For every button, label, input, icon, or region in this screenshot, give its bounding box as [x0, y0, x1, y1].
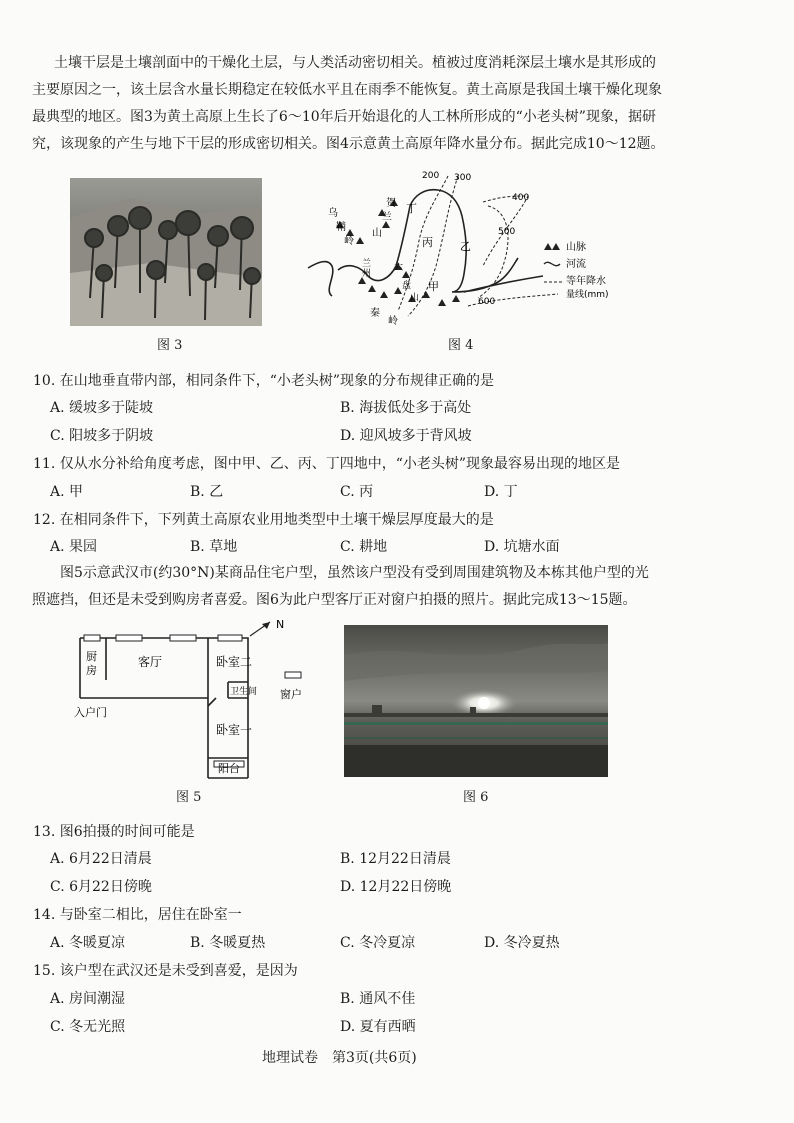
q15-option-d: D. 夏有西晒 [340, 1019, 416, 1035]
q13-option-a: A. 6月22日清晨 [50, 851, 152, 867]
place-liu: 六 [394, 263, 404, 273]
isoline-label-300: 300 [454, 173, 472, 183]
q13-option-d: D. 12月22日傍晚 [340, 879, 452, 895]
q14-option-c: C. 冬冷夏凉 [340, 935, 416, 951]
place-lan: 兰 [382, 212, 392, 223]
figure-3-photo [70, 178, 262, 326]
q11-option-c: C. 丙 [340, 484, 374, 500]
isoline-label-500: 500 [498, 227, 516, 237]
room-entry: 入户门 [74, 706, 107, 719]
room-kitchen-2: 房 [86, 664, 97, 677]
room-kitchen-1: 厨 [86, 650, 97, 663]
q12-option-b: B. 草地 [190, 539, 238, 555]
q10-option-d: D. 迎风坡多于背风坡 [340, 428, 472, 444]
question-10-stem: 10. 在山地垂直带内部，相同条件下，“小老头树”现象的分布规律正确的是 [33, 373, 495, 389]
q14-option-d: D. 冬冷夏热 [484, 935, 560, 951]
q15-option-b: B. 通风不佳 [340, 991, 416, 1007]
legend-mountain: 山脉 [566, 242, 586, 253]
place-jia: 甲 [428, 280, 439, 293]
legend-river: 河流 [566, 259, 586, 270]
figure-4-caption: 图 4 [448, 338, 474, 353]
legend-isoline-1: 等年降水 [566, 276, 606, 287]
q15-option-c: C. 冬无光照 [50, 1019, 126, 1035]
q14-option-b: B. 冬暖夏热 [190, 935, 266, 951]
isoline-label-200: 200 [422, 171, 440, 181]
map-legend [544, 240, 609, 300]
place-wu: 乌 [328, 208, 338, 219]
intro-paragraph-2 [32, 560, 742, 614]
q12-option-d: D. 坑塘水面 [484, 539, 560, 555]
q10-option-a: A. 缓坡多于陡坡 [50, 400, 154, 416]
isoline-label-400: 400 [512, 193, 530, 203]
q10-option-c: C. 阳坡多于阴坡 [50, 428, 154, 444]
figure-4-map [298, 166, 628, 328]
q15-option-a: A. 房间潮湿 [50, 991, 126, 1007]
room-bedroom-2: 卧室二 [216, 655, 253, 669]
intro1-line-4: 究，该现象的产生与地下干层的形成密切相关。图4示意黄土高原年降水量分布。据此完成10～12题。 [32, 136, 665, 152]
question-12-stem: 12. 在相同条件下，下列黄土高原农业用地类型中土壤干燥层厚度最大的是 [33, 512, 494, 528]
place-pan: 盘 [402, 281, 412, 291]
intro1-line-3: 最典型的地区。图3为黄土高原上生长了6～10年后开始退化的人工林所形成的“小老头树”现象，据研 [32, 109, 656, 125]
north-label: N [276, 618, 285, 631]
place-shan: 山 [372, 228, 382, 239]
intro1-line-1: 土壤干层是土壤剖面中的干燥化土层，与人类活动密切相关。植被过度消耗深层土壤水是其形成的 [54, 55, 656, 71]
room-bedroom-1: 卧室一 [216, 723, 253, 737]
isoline-label-600: 600 [478, 297, 496, 307]
legend-isoline-2: 量线(mm) [566, 290, 609, 300]
place-qiao: 鞘 [336, 222, 346, 233]
figure-6-photo [344, 625, 608, 777]
intro-paragraph-1 [32, 50, 742, 158]
place-ling2: 岭 [388, 316, 398, 327]
place-yi: 乙 [460, 240, 471, 253]
place-lanzhou-2: 州 [362, 269, 372, 279]
q11-option-d: D. 丁 [484, 484, 518, 500]
question-14-stem: 14. 与卧室二相比，居住在卧室一 [33, 907, 242, 923]
q12-option-a: A. 果园 [50, 539, 98, 555]
place-shan2: 山 [410, 293, 420, 303]
figure-3-caption: 图 3 [157, 338, 183, 353]
place-qin: 秦 [370, 308, 380, 319]
q10-option-b: B. 海拔低处多于高处 [340, 400, 472, 416]
q12-option-c: C. 耕地 [340, 539, 388, 555]
figure-6-caption: 图 6 [463, 790, 489, 805]
intro2-line-1: 图5示意武汉市(约30°N)某商品住宅户型，虽然该户型没有受到周围建筑物及本栋其他户型的光 [60, 565, 649, 581]
legend-window: 窗户 [280, 688, 302, 701]
room-bathroom: 卫生间 [230, 687, 258, 697]
room-living: 客厅 [138, 655, 163, 669]
intro1-line-2: 主要原因之一，该土层含水量长期稳定在较低水平且在雨季不能恢复。黄土高原是我国土壤干燥化现象 [32, 82, 662, 98]
q14-option-a: A. 冬暖夏凉 [50, 935, 126, 951]
figure-5-caption: 图 5 [176, 790, 202, 805]
place-lanzhou-1: 兰 [362, 259, 372, 269]
intro2-line-2: 照遮挡，但还是未受到购房者喜爱。图6为此户型客厅正对窗户拍摄的照片。据此完成13～15题。 [32, 592, 637, 608]
place-ling: 岭 [344, 236, 354, 247]
page-footer: 地理试卷 第3页(共6页) [262, 1050, 417, 1066]
place-ding: 丁 [406, 202, 417, 215]
q13-option-b: B. 12月22日清晨 [340, 851, 451, 867]
place-bing: 丙 [422, 236, 433, 249]
q11-option-b: B. 乙 [190, 484, 224, 500]
question-13-stem: 13. 图6拍摄的时间可能是 [33, 824, 195, 840]
figure-5-floorplan [66, 616, 316, 782]
room-balcony: 阳台 [218, 762, 240, 775]
q11-option-a: A. 甲 [50, 484, 84, 500]
place-he: 贺 [386, 198, 396, 209]
question-11-stem: 11. 仅从水分补给角度考虑，图中甲、乙、丙、丁四地中，“小老头树”现象最容易出现的地区是 [33, 456, 621, 472]
question-15-stem: 15. 该户型在武汉还是未受到喜爱，是因为 [33, 963, 298, 979]
q13-option-c: C. 6月22日傍晚 [50, 879, 152, 895]
